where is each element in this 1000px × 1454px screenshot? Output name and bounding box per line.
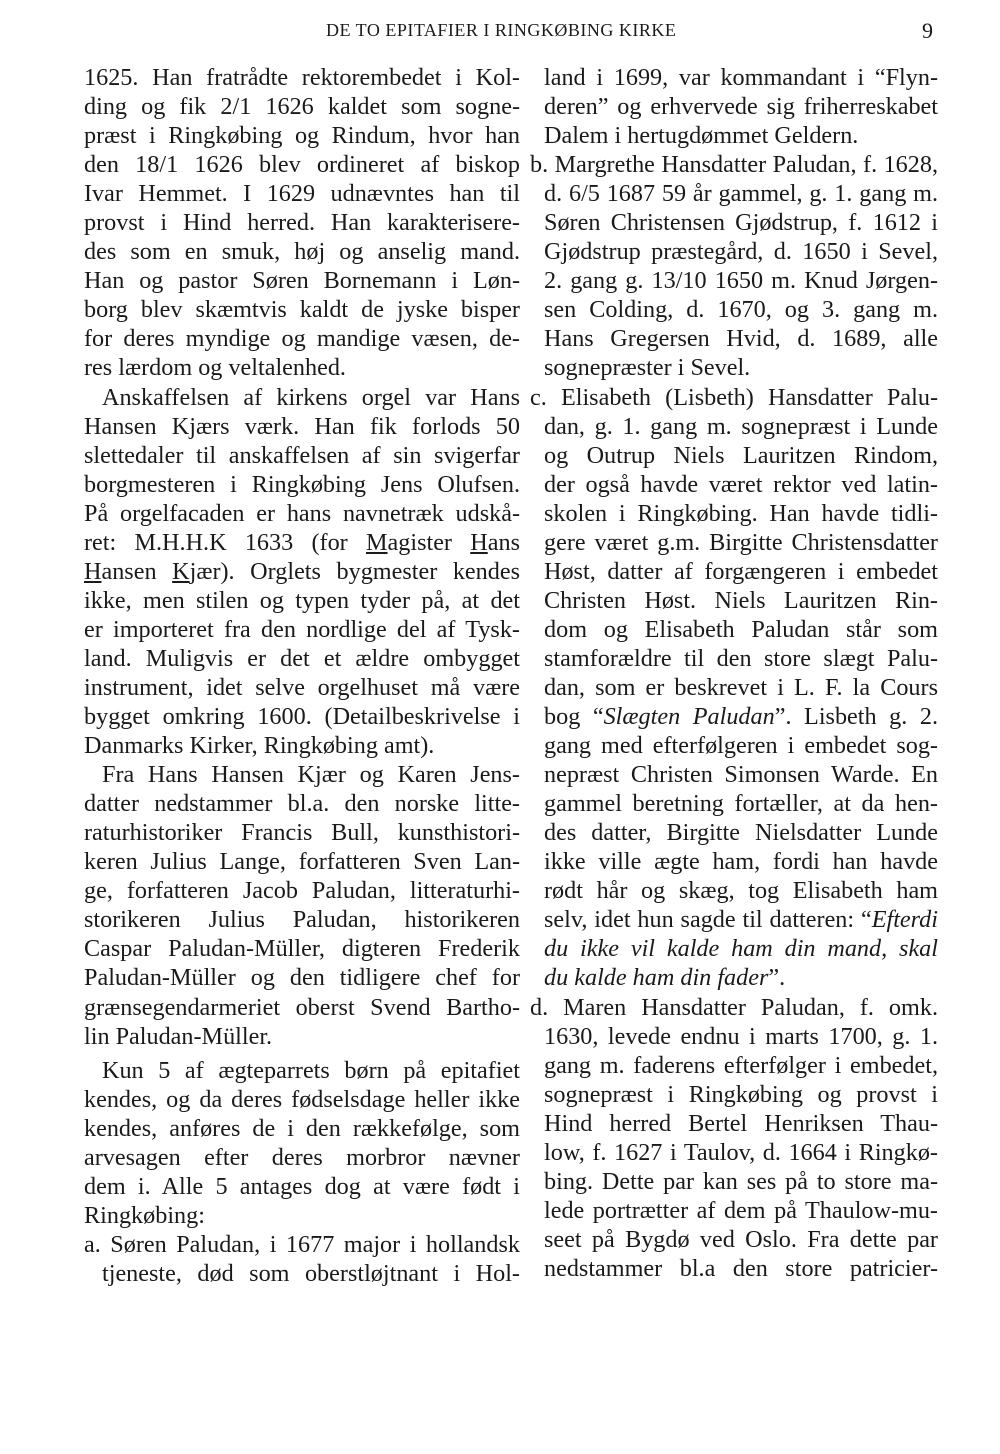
text-line: Caspar Paludan-Müller, digteren Frederik	[84, 935, 520, 963]
text-line: Paludan-Müller og den tidligere chef for	[84, 964, 520, 992]
text-line: Kun 5 af ægteparrets børn på epitafiet	[102, 1056, 520, 1084]
text-line: Han og pastor Søren Bornemann i Løn-	[84, 267, 520, 295]
text-line: dom og Elisabeth Paludan står som	[544, 615, 938, 643]
text-line: b. Margrethe Hansdatter Paludan, f. 1628,	[530, 151, 938, 179]
text-line: der også havde været rektor ved latin-	[544, 470, 938, 498]
text-line: lin Paludan-Müller.	[84, 1022, 273, 1050]
text-line: bing. Dette par kan ses på to store ma-	[544, 1167, 938, 1195]
text-line: land i 1699, var kommandant i “Flyn-	[544, 64, 938, 91]
text-line: ding og fik 2/1 1626 kaldet som sogne-	[84, 93, 520, 121]
text-line: keren Julius Lange, forfatteren Sven Lan-	[84, 848, 520, 876]
text-line: nedstammer bl.a den store patricier-	[544, 1254, 938, 1282]
text-line: Gjødstrup præstegård, d. 1650 i Sevel,	[544, 238, 938, 266]
text-line: Christen Høst. Niels Lauritzen Rin-	[544, 586, 938, 614]
text-line: borg blev skæmtvis kaldt de jyske bisper	[84, 296, 520, 324]
text-line: Hind herred Bertel Henriksen Thau-	[544, 1109, 938, 1137]
text-line: præst i Ringkøbing og Rindum, hvor han	[84, 122, 520, 150]
text-line: datter nedstammer bl.a. den norske litte-	[84, 790, 520, 818]
left-column	[84, 63, 520, 1288]
text-line: c. Elisabeth (Lisbeth) Hansdatter Palu-	[530, 383, 938, 411]
text-line: bygget omkring 1600. (Detailbeskrivelse i	[84, 703, 520, 731]
text-line: sognepræst i Ringkøbing og provst i	[544, 1080, 938, 1108]
text-line: des datter, Birgitte Nielsdatter Lunde	[544, 819, 938, 847]
page-header	[0, 18, 1000, 48]
text-line: sen Colding, d. 1670, og 3. gang m.	[544, 296, 938, 324]
text-line: provst i Hind herred. Han karakterisere-	[84, 209, 520, 237]
text-line: dem i. Alle 5 antages dog at være født i	[84, 1172, 520, 1200]
text-line: Hansen Kjærs værk. Han fik forlods 50	[84, 412, 520, 440]
text-line: storikeren Julius Paludan, historikeren	[84, 906, 520, 934]
text-line: gere været g.m. Birgitte Christensdatter	[544, 528, 938, 556]
text-line: Fra Hans Hansen Kjær og Karen Jens-	[102, 761, 520, 789]
text-line: Ivar Hemmet. I 1629 udnævntes han til	[84, 180, 520, 208]
text-line: skolen i Ringkøbing. Han havde tidli-	[544, 499, 938, 527]
text-line: Søren Christensen Gjødstrup, f. 1612 i	[544, 209, 938, 237]
text-line: des som en smuk, høj og anselig mand.	[84, 238, 520, 266]
text-line: land. Muligvis er det et ældre ombygget	[84, 644, 520, 672]
text-line: d. Maren Hansdatter Paludan, f. omk.	[530, 993, 938, 1021]
text-line: Danmarks Kirker, Ringkøbing amt).	[84, 732, 435, 760]
text-line: gammel beretning fortæller, at da hen-	[544, 790, 938, 818]
text-line: grænsegendarmeriet oberst Svend Bartho-	[84, 993, 520, 1021]
text-line: 1630, levede endnu i marts 1700, g. 1.	[544, 1022, 938, 1050]
text-line: ikke ville ægte ham, fordi han havde	[544, 848, 938, 876]
text-line: rødt hår og skæg, tog Elisabeth ham	[544, 877, 938, 905]
text-line: Anskaffelsen af kirkens orgel var Hans	[102, 383, 520, 411]
text-line: sognepræster i Sevel.	[544, 354, 751, 382]
text-line: raturhistoriker Francis Bull, kunsthistori-	[84, 819, 520, 847]
text-line: du kalde ham din fader”.	[544, 964, 786, 992]
text-line: instrument, idet selve orgelhuset må være	[84, 673, 520, 701]
text-line: kendes, og da deres fødselsdage heller ikke	[84, 1085, 520, 1113]
text-line: På orgelfacaden er hans navnetræk udskå-	[84, 499, 520, 527]
page-number: 9	[922, 18, 933, 43]
text-line: Ringkøbing:	[84, 1201, 205, 1229]
text-line: seet på Bygdø ved Oslo. Fra dette par	[544, 1225, 938, 1253]
text-line: ge, forfatteren Jacob Paludan, litteraturhi-	[84, 877, 520, 905]
text-line: du ikke vil kalde ham din mand, skal	[544, 935, 938, 963]
text-line: slettedaler til anskaffelsen af sin svigerfar	[84, 441, 520, 469]
text-line: borgmesteren i Ringkøbing Jens Olufsen.	[84, 470, 520, 498]
text-line: dan, g. 1. gang m. sognepræst i Lunde	[544, 412, 938, 440]
text-line: gang med efterfølgeren i embedet sog-	[544, 732, 938, 760]
text-line: Høst, datter af forgængeren i embedet	[544, 557, 938, 585]
text-line: arvesagen efter deres morbror nævner	[84, 1143, 520, 1171]
text-line: 1625. Han fratrådte rektorembedet i Kol-	[84, 64, 520, 91]
text-line: er importeret fra den nordlige del af Tysk-	[84, 615, 520, 643]
text-line: dan, som er beskrevet i L. F. la Cours	[544, 673, 938, 701]
text-line: lede portrætter af dem på Thaulow-mu-	[544, 1196, 938, 1224]
text-line: nepræst Christen Simonsen Warde. En	[544, 761, 938, 789]
text-line: Dalem i hertugdømmet Geldern.	[544, 122, 859, 150]
text-line: bog “Slægten Paludan”. Lisbeth g. 2.	[544, 703, 938, 731]
text-line: gang m. faderens efterfølger i embedet,	[544, 1051, 938, 1079]
running-head: DE TO EPITAFIER I RINGKØBING KIRKE	[326, 20, 677, 40]
text-line: a. Søren Paludan, i 1677 major i hollandsk	[84, 1230, 520, 1258]
text-line: ikke, men stilen og typen tyder på, at det	[84, 586, 520, 614]
text-line: d. 6/5 1687 59 år gammel, g. 1. gang m.	[544, 180, 938, 208]
text-line: deren” og erhvervede sig friherreskabet	[544, 93, 938, 121]
text-line: selv, idet hun sagde til datteren: “Efterdi	[544, 906, 938, 934]
text-line: for deres myndige og mandige væsen, de-	[84, 325, 520, 353]
text-line: den 18/1 1626 blev ordineret af biskop	[84, 151, 520, 179]
text-line: stamforældre til den store slægt Palu-	[544, 644, 938, 672]
text-line: low, f. 1627 i Taulov, d. 1664 i Ringkø-	[544, 1138, 938, 1166]
text-line: 2. gang g. 13/10 1650 m. Knud Jørgen-	[544, 267, 938, 295]
text-line: tjeneste, død som oberstløjtnant i Hol-	[102, 1259, 520, 1287]
text-line: ret: M.H.H.K 1633 (for Magister Hans	[84, 528, 520, 556]
text-line: Hansen Kjær). Orglets bygmester kendes	[84, 557, 520, 585]
text-line: Hans Gregersen Hvid, d. 1689, alle	[544, 325, 938, 353]
text-line: res lærdom og veltalenhed.	[84, 354, 346, 382]
right-column	[530, 63, 938, 1283]
text-line: og Outrup Niels Lauritzen Rindom,	[544, 441, 938, 469]
text-line: kendes, anføres de i den rækkefølge, som	[84, 1114, 520, 1142]
